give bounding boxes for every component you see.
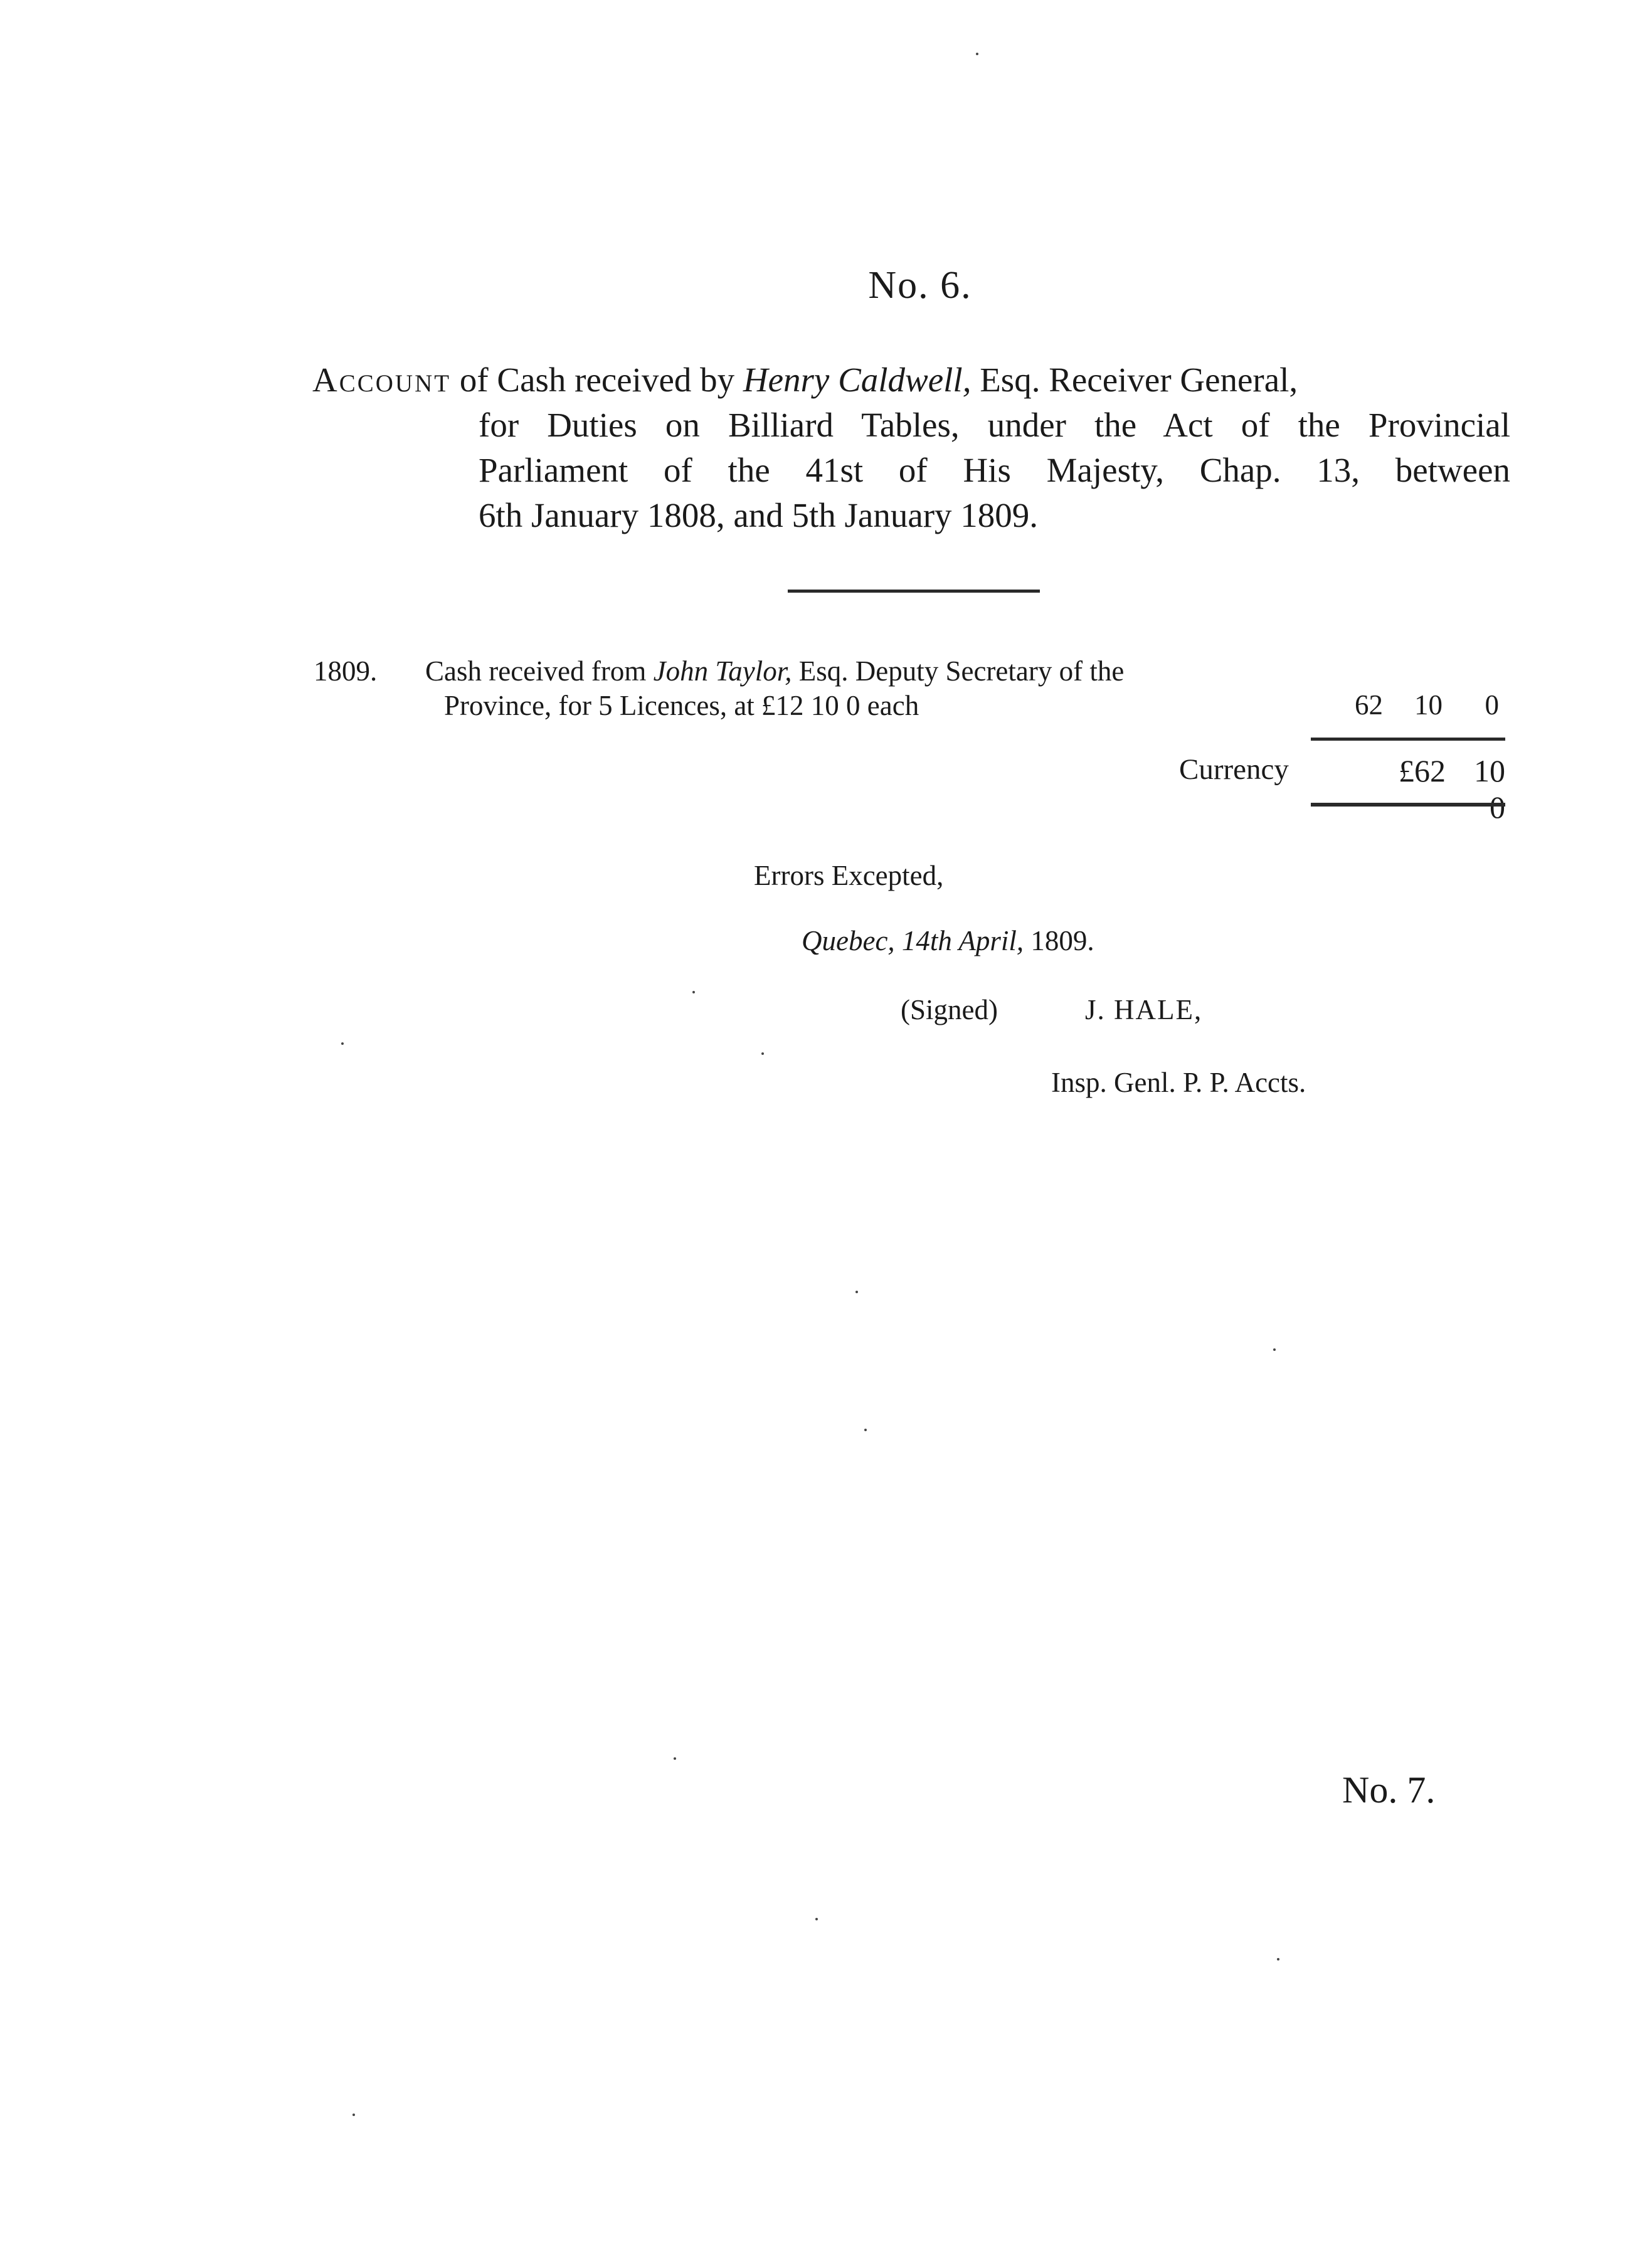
speck: [674, 1757, 676, 1760]
speck: [352, 2114, 355, 2116]
next-section-number: No. 7.: [1342, 1769, 1436, 1811]
speck: [855, 1291, 858, 1293]
account-line-1: [312, 357, 1510, 403]
place-date: [802, 924, 1094, 957]
account-line-2: for Duties on Billiard Tables, under the Act of the Provincial: [479, 406, 1510, 444]
date-year: 1809.: [1030, 925, 1094, 956]
speck: [692, 991, 695, 993]
speck: [976, 53, 978, 55]
account-lead-word: Account: [312, 361, 452, 399]
account-line-3: Parliament of the 41st of His Majesty, Chap. 13, between: [479, 451, 1510, 489]
entry-year: 1809.: [314, 655, 378, 687]
account-line-4: 6th January 1808, and 5th January 1809.: [479, 496, 1039, 534]
entry-amount: [1286, 689, 1499, 721]
account-heading: [312, 357, 1510, 538]
total-pounds: £62: [1399, 753, 1446, 788]
speck: [1273, 1348, 1276, 1351]
total-label: Currency: [1179, 753, 1289, 786]
speck: [341, 1042, 344, 1045]
entry-description: [425, 654, 1366, 723]
speck: [815, 1918, 818, 1920]
speck: [1277, 1958, 1279, 1961]
total-amount: [1317, 753, 1505, 825]
signer-name: J. HALE,: [1085, 994, 1203, 1025]
entry-line-1-rest: Esq. Deputy Secretary of the: [792, 655, 1125, 687]
total-double-rule: [1311, 803, 1505, 807]
speck: [761, 1052, 764, 1055]
place: Quebec,: [802, 925, 895, 956]
date-month: April,: [958, 925, 1024, 956]
receiver-name: Henry Caldwell,: [743, 361, 972, 399]
entry-line-1-text: Cash received from: [425, 655, 654, 687]
errors-excepted: Errors Excepted,: [754, 860, 944, 891]
subtotal-rule: [1311, 738, 1505, 741]
account-line-1-text: of Cash received by: [451, 361, 743, 399]
entry-pounds: 62: [1355, 689, 1383, 721]
total-shillings: 10: [1474, 753, 1505, 788]
section-divider: [788, 590, 1040, 593]
signer-title: Insp. Genl. P. P. Accts.: [1051, 1067, 1306, 1098]
entry-pence: 0: [1485, 689, 1499, 721]
account-line-1-rest: Esq. Receiver General,: [971, 361, 1298, 399]
signed-label: (Signed): [901, 994, 998, 1025]
speck: [864, 1429, 867, 1431]
entry-line-2: Province, for 5 Licences, at £12 10 0 each: [444, 690, 919, 721]
entry-shillings: 10: [1414, 689, 1443, 721]
date-day: 14th: [901, 925, 952, 956]
payer-name: John Taylor,: [653, 655, 792, 687]
section-number: No. 6.: [868, 264, 972, 307]
total-pence: 0: [1490, 790, 1505, 825]
